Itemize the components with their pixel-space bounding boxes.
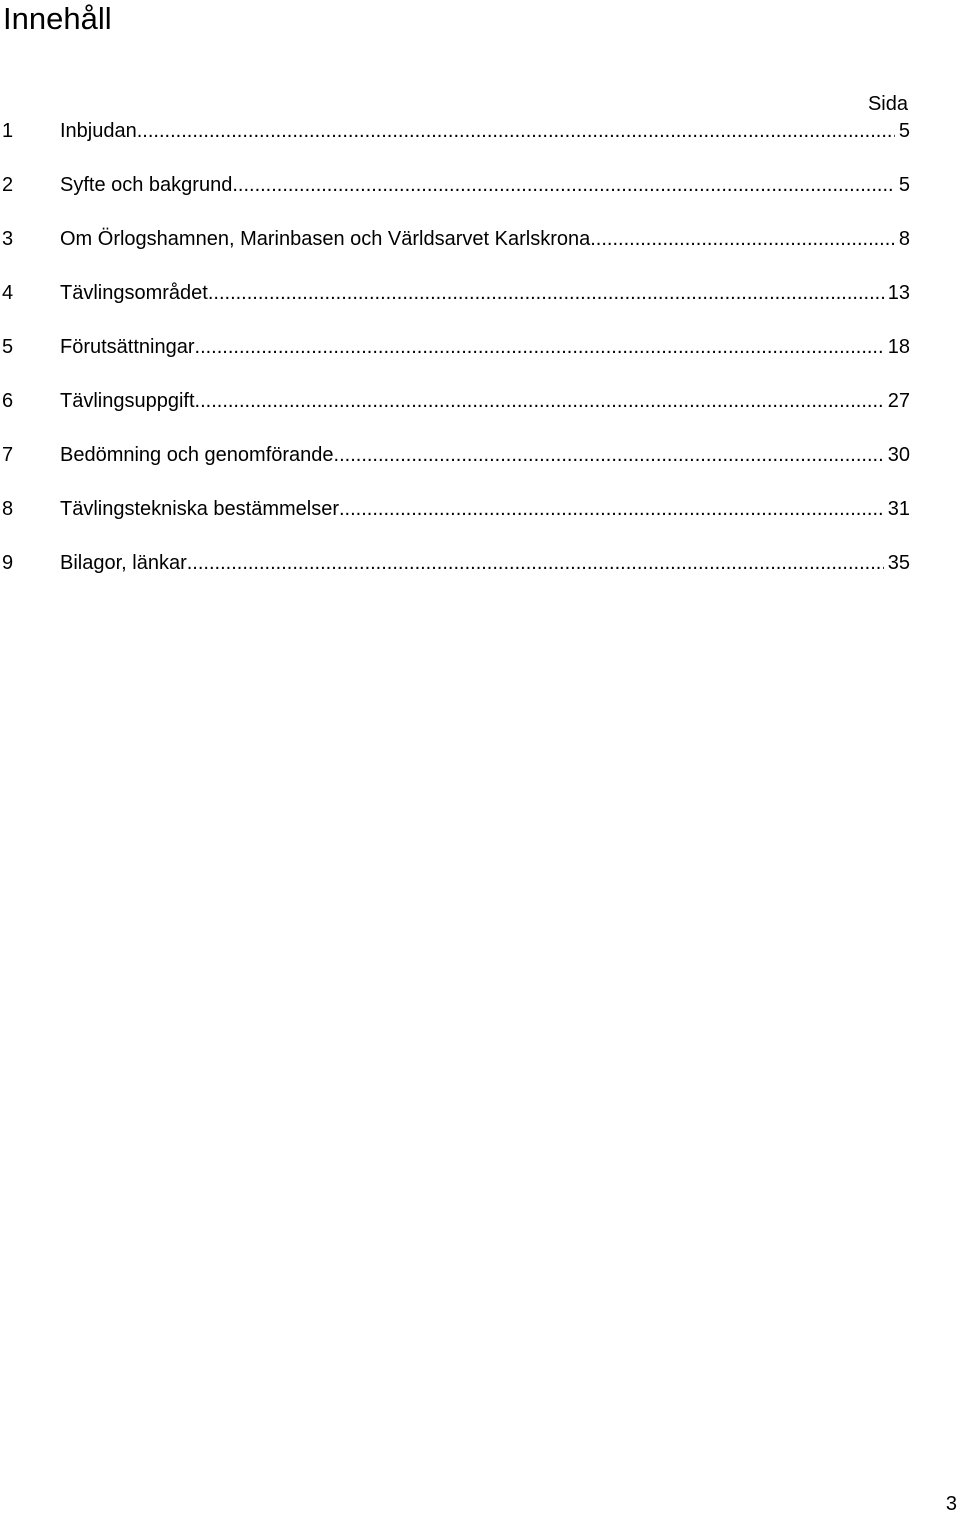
toc-entry-6[interactable]	[0, 387, 910, 441]
toc-entry-2[interactable]	[0, 171, 910, 225]
toc-entry-title: Inbjudan	[60, 120, 137, 142]
toc-entry-number: 4	[2, 282, 14, 304]
toc-entry-number: 9	[2, 552, 14, 574]
toc-entry-1[interactable]	[0, 117, 910, 171]
toc-entry-title: Om Örlogshamnen, Marinbasen och Världsarvet Karlskrona	[60, 228, 591, 250]
toc-entry-page: 27	[887, 390, 910, 412]
toc-entry-4[interactable]	[0, 279, 910, 333]
page-title: Innehåll	[3, 1, 112, 36]
toc-entry-page: 30	[887, 444, 910, 466]
toc-entry-title: Bedömning och genomförande	[60, 444, 334, 466]
toc-dot-leader	[208, 279, 884, 307]
toc-dot-leader	[334, 441, 884, 469]
toc-dot-leader	[195, 333, 884, 361]
toc-entry-title: Tävlingsområdet	[60, 282, 208, 304]
toc-entry-page: 8	[898, 228, 910, 250]
toc-dot-leader	[187, 549, 884, 577]
toc-dot-leader	[195, 387, 884, 415]
toc-entry-page: 13	[887, 282, 910, 304]
toc-entry-7[interactable]	[0, 441, 910, 495]
toc-entry-number: 7	[2, 444, 14, 466]
toc-entry-page: 5	[898, 120, 910, 142]
toc-dot-leader	[232, 171, 895, 199]
toc-entry-title: Förutsättningar	[60, 336, 195, 358]
toc-entry-number: 3	[2, 228, 14, 250]
toc-dot-leader	[339, 495, 884, 523]
toc-entry-page: 35	[887, 552, 910, 574]
toc-entry-number: 1	[2, 120, 14, 142]
toc-entry-5[interactable]	[0, 333, 910, 387]
toc-entry-9[interactable]	[0, 549, 910, 603]
toc-entry-title: Tävlingstekniska bestämmelser	[60, 498, 339, 520]
toc-entry-title: Tävlingsuppgift	[60, 390, 195, 412]
toc-entry-3[interactable]	[0, 225, 910, 279]
toc-entry-page: 31	[887, 498, 910, 520]
toc-entry-number: 2	[2, 174, 14, 196]
toc-entry-page: 18	[887, 336, 910, 358]
toc-entry-title: Syfte och bakgrund	[60, 174, 233, 196]
toc-entry-page: 5	[898, 174, 910, 196]
page-column-label: Sida	[867, 93, 908, 115]
toc-entry-number: 6	[2, 390, 14, 412]
toc-entry-number: 8	[2, 498, 14, 520]
page-number: 3	[945, 1493, 957, 1515]
toc-entry-8[interactable]	[0, 495, 910, 549]
toc-entry-number: 5	[2, 336, 14, 358]
toc-entry-title: Bilagor, länkar	[60, 552, 187, 574]
toc-dot-leader	[590, 225, 895, 253]
toc-dot-leader	[137, 117, 895, 145]
table-of-contents	[0, 117, 910, 603]
